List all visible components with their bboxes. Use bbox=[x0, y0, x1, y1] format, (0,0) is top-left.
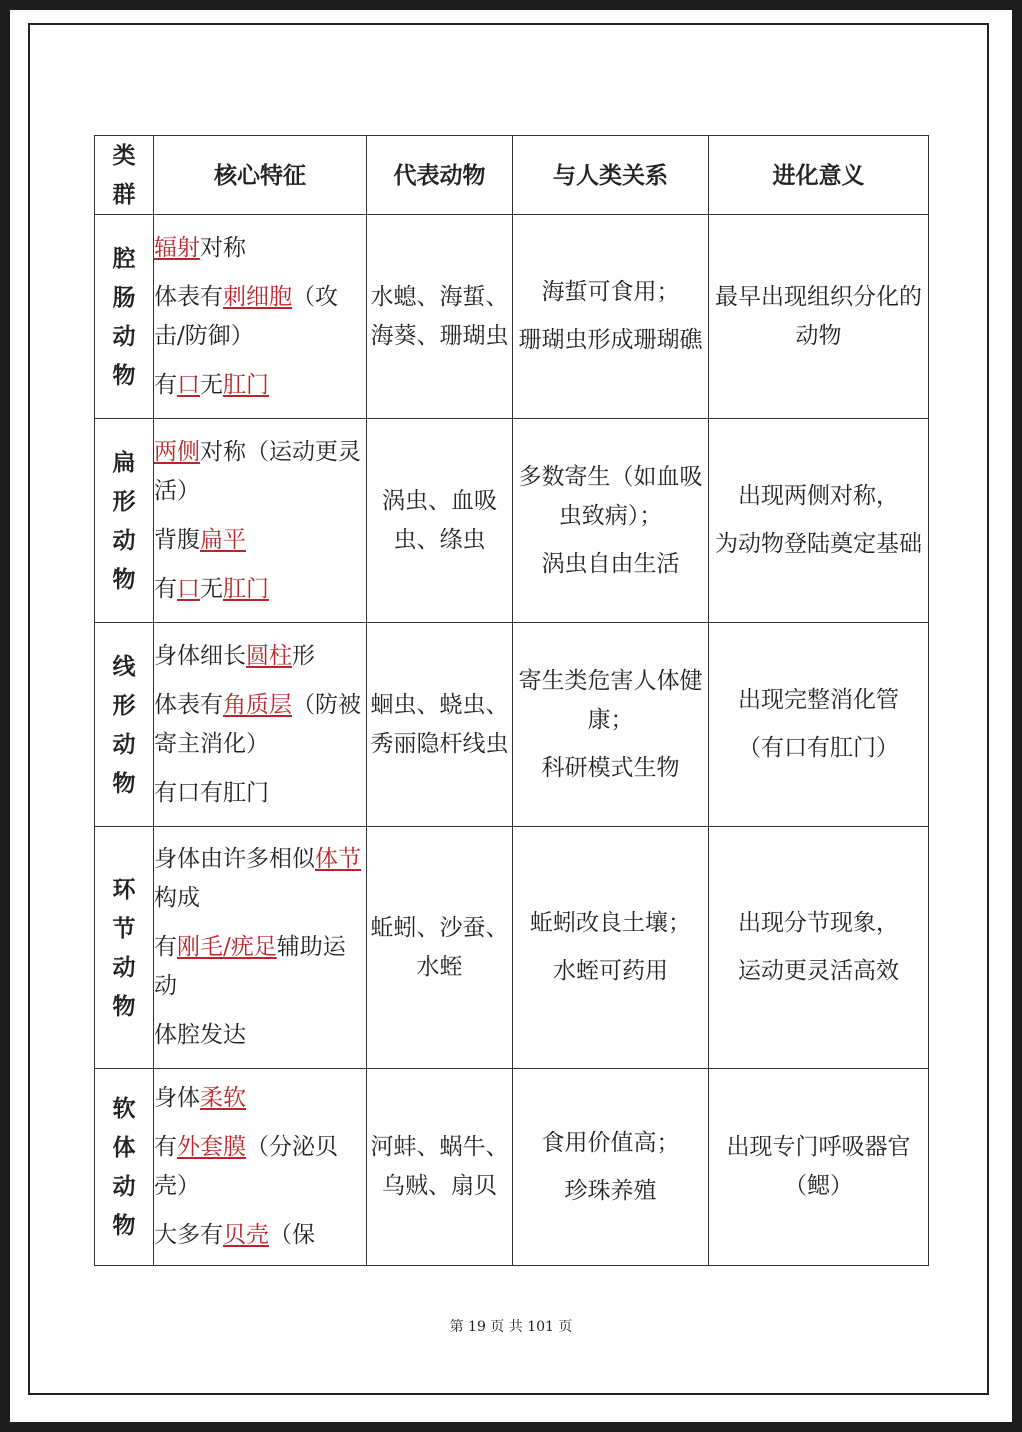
relation-text: 水蛭可药用 bbox=[553, 958, 668, 984]
animal-text: 水螅、海蜇、海葵、珊瑚虫 bbox=[370, 283, 509, 349]
relation-text: 蚯蚓改良土壤； bbox=[530, 910, 691, 936]
feature-text: 身体 bbox=[154, 1085, 200, 1111]
header-relation: 与人类关系 bbox=[513, 136, 709, 215]
feature-text: 体表有 bbox=[154, 283, 223, 310]
feature-keyword: 扁平 bbox=[200, 526, 246, 553]
significance-cell bbox=[709, 827, 929, 1069]
feature-line bbox=[154, 278, 366, 356]
significance-cell bbox=[709, 1069, 929, 1266]
animals-cell bbox=[367, 623, 513, 827]
significance-cell bbox=[709, 419, 929, 623]
feature-line bbox=[154, 1079, 366, 1118]
group-name-cell bbox=[95, 419, 154, 623]
feature-text: 有口有肛门 bbox=[154, 779, 269, 806]
header-group: 类 群 bbox=[95, 136, 154, 215]
feature-line bbox=[154, 774, 366, 813]
relation-cell bbox=[513, 419, 709, 623]
relation-cell bbox=[513, 827, 709, 1069]
feature-keyword: 外套膜 bbox=[177, 1134, 246, 1160]
feature-keyword: 刚毛/疣足 bbox=[177, 934, 277, 960]
animal-text: 蛔虫、蛲虫、秀丽隐杆线虫 bbox=[370, 691, 509, 757]
significance-text: 出现专门呼吸器官（鳃） bbox=[726, 1134, 911, 1199]
page-footer: 第 19 页 共 101 页 bbox=[449, 1319, 573, 1335]
significance-text: 为动物登陆奠定基础 bbox=[715, 531, 922, 557]
significance-cell bbox=[709, 623, 929, 827]
group-name-cell bbox=[95, 1069, 154, 1266]
header-features: 核心特征 bbox=[154, 136, 367, 215]
animals-cell bbox=[367, 419, 513, 623]
animals-cell bbox=[367, 215, 513, 419]
feature-text: 对称（运动更灵活） bbox=[154, 438, 361, 504]
animal-text: 涡虫、血吸虫、绦虫 bbox=[382, 487, 497, 553]
animals-cell bbox=[367, 827, 513, 1069]
group-name-char: 形 bbox=[112, 691, 136, 719]
header-animals: 代表动物 bbox=[367, 136, 513, 215]
significance-text: 最早出现组织分化的动物 bbox=[715, 283, 922, 349]
feature-text: 无 bbox=[200, 371, 223, 398]
significance-text: 出现分节现象， bbox=[738, 910, 899, 936]
group-name-char: 动 bbox=[112, 953, 136, 981]
feature-text: 有 bbox=[154, 1134, 177, 1160]
feature-text: （攻击/防御） bbox=[154, 283, 338, 349]
group-name-char: 动 bbox=[112, 1173, 136, 1200]
feature-text: 身体由许多相似 bbox=[154, 846, 315, 872]
table-row bbox=[95, 215, 929, 419]
group-name-char: 肠 bbox=[112, 283, 136, 311]
feature-text: 有 bbox=[154, 934, 177, 960]
feature-line bbox=[154, 570, 366, 609]
feature-keyword: 圆柱 bbox=[246, 642, 292, 669]
group-name-cell bbox=[95, 827, 154, 1069]
feature-keyword: 刺细胞 bbox=[223, 283, 292, 310]
group-name-cell bbox=[95, 623, 154, 827]
features-cell bbox=[154, 419, 367, 623]
feature-text: 体表有 bbox=[154, 691, 223, 718]
animal-text: 河蚌、蜗牛、乌贼、扇贝 bbox=[370, 1134, 509, 1199]
feature-text: 辅助运动 bbox=[154, 934, 346, 999]
feature-keyword: 两侧 bbox=[154, 438, 200, 465]
feature-line bbox=[154, 229, 366, 268]
group-name-char: 节 bbox=[112, 914, 136, 942]
group-name-cell bbox=[95, 215, 154, 419]
feature-keyword: 柔软 bbox=[200, 1085, 246, 1111]
table-row bbox=[95, 1069, 929, 1266]
feature-line bbox=[154, 521, 366, 560]
group-name-char: 体 bbox=[112, 1134, 136, 1161]
feature-line bbox=[154, 928, 366, 1006]
animal-text: 蚯蚓、沙蚕、水蛭 bbox=[370, 914, 509, 980]
group-name-char: 软 bbox=[112, 1095, 136, 1122]
group-name-char: 动 bbox=[112, 322, 136, 350]
group-name-char: 物 bbox=[112, 565, 136, 593]
feature-line bbox=[154, 1216, 366, 1255]
relation-cell bbox=[513, 623, 709, 827]
relation-text: 海蜇可食用； bbox=[541, 279, 680, 305]
table-row bbox=[95, 827, 929, 1069]
relation-cell bbox=[513, 215, 709, 419]
group-name-char: 物 bbox=[112, 992, 136, 1020]
relation-text: 珍珠养殖 bbox=[564, 1177, 657, 1204]
features-cell bbox=[154, 827, 367, 1069]
animal-groups-table bbox=[94, 135, 929, 1266]
feature-line bbox=[154, 1128, 366, 1206]
feature-line bbox=[154, 840, 366, 918]
feature-text: （防被寄主消化） bbox=[154, 691, 361, 757]
header-significance: 进化意义 bbox=[709, 136, 929, 215]
relation-text: 珊瑚虫形成珊瑚礁 bbox=[518, 327, 703, 353]
table-header-row bbox=[95, 136, 929, 215]
feature-keyword: 口 bbox=[177, 575, 200, 602]
feature-text: 有 bbox=[154, 371, 177, 398]
feature-text: 构成 bbox=[154, 885, 200, 911]
relation-text: 寄生类危害人体健康； bbox=[518, 667, 703, 733]
relation-text: 食用价值高； bbox=[541, 1129, 680, 1156]
animals-cell bbox=[367, 1069, 513, 1266]
relation-cell bbox=[513, 1069, 709, 1266]
feature-text: 形 bbox=[292, 642, 315, 669]
group-name-char: 物 bbox=[112, 361, 136, 389]
feature-text: 背腹 bbox=[154, 526, 200, 553]
group-name-char: 形 bbox=[112, 487, 136, 515]
significance-text: （有口有肛门） bbox=[738, 735, 899, 761]
relation-text: 涡虫自由生活 bbox=[541, 550, 680, 577]
feature-text: 对称 bbox=[200, 234, 246, 261]
significance-text: 运动更灵活高效 bbox=[738, 958, 899, 984]
feature-text: 身体细长 bbox=[154, 642, 246, 669]
significance-text: 出现完整消化管 bbox=[738, 687, 899, 713]
table-row bbox=[95, 419, 929, 623]
feature-line bbox=[154, 366, 366, 405]
feature-text: （保 bbox=[269, 1222, 315, 1248]
group-name-char: 动 bbox=[112, 730, 136, 758]
feature-keyword: 角质层 bbox=[223, 691, 292, 718]
feature-text: 大多有 bbox=[154, 1222, 223, 1248]
feature-text: （分泌贝壳） bbox=[154, 1134, 338, 1199]
group-name-char: 物 bbox=[112, 1212, 136, 1239]
features-cell bbox=[154, 215, 367, 419]
significance-cell bbox=[709, 215, 929, 419]
group-name-char: 动 bbox=[112, 526, 136, 554]
significance-text: 出现两侧对称， bbox=[738, 483, 899, 509]
features-cell bbox=[154, 623, 367, 827]
group-name-char: 线 bbox=[112, 652, 136, 680]
feature-line bbox=[154, 433, 366, 511]
feature-text: 体腔发达 bbox=[154, 1022, 246, 1048]
group-name-char: 物 bbox=[112, 769, 136, 797]
group-name-char: 环 bbox=[112, 875, 136, 903]
group-name-char: 腔 bbox=[112, 244, 136, 272]
relation-text: 科研模式生物 bbox=[541, 754, 680, 781]
feature-line bbox=[154, 1016, 366, 1055]
document-page bbox=[10, 10, 1012, 1422]
feature-line bbox=[154, 637, 366, 676]
features-cell bbox=[154, 1069, 367, 1266]
feature-keyword: 肛门 bbox=[223, 575, 269, 602]
feature-keyword: 口 bbox=[177, 371, 200, 398]
relation-text: 多数寄生（如血吸虫致病）； bbox=[518, 463, 703, 529]
feature-text: 无 bbox=[200, 575, 223, 602]
feature-text: 有 bbox=[154, 575, 177, 602]
table-row bbox=[95, 623, 929, 827]
feature-keyword: 辐射 bbox=[154, 234, 200, 261]
feature-keyword: 贝壳 bbox=[223, 1222, 269, 1248]
feature-keyword: 肛门 bbox=[223, 371, 269, 398]
feature-keyword: 体节 bbox=[315, 846, 361, 872]
group-name-char: 扁 bbox=[112, 448, 136, 476]
feature-line bbox=[154, 686, 366, 764]
